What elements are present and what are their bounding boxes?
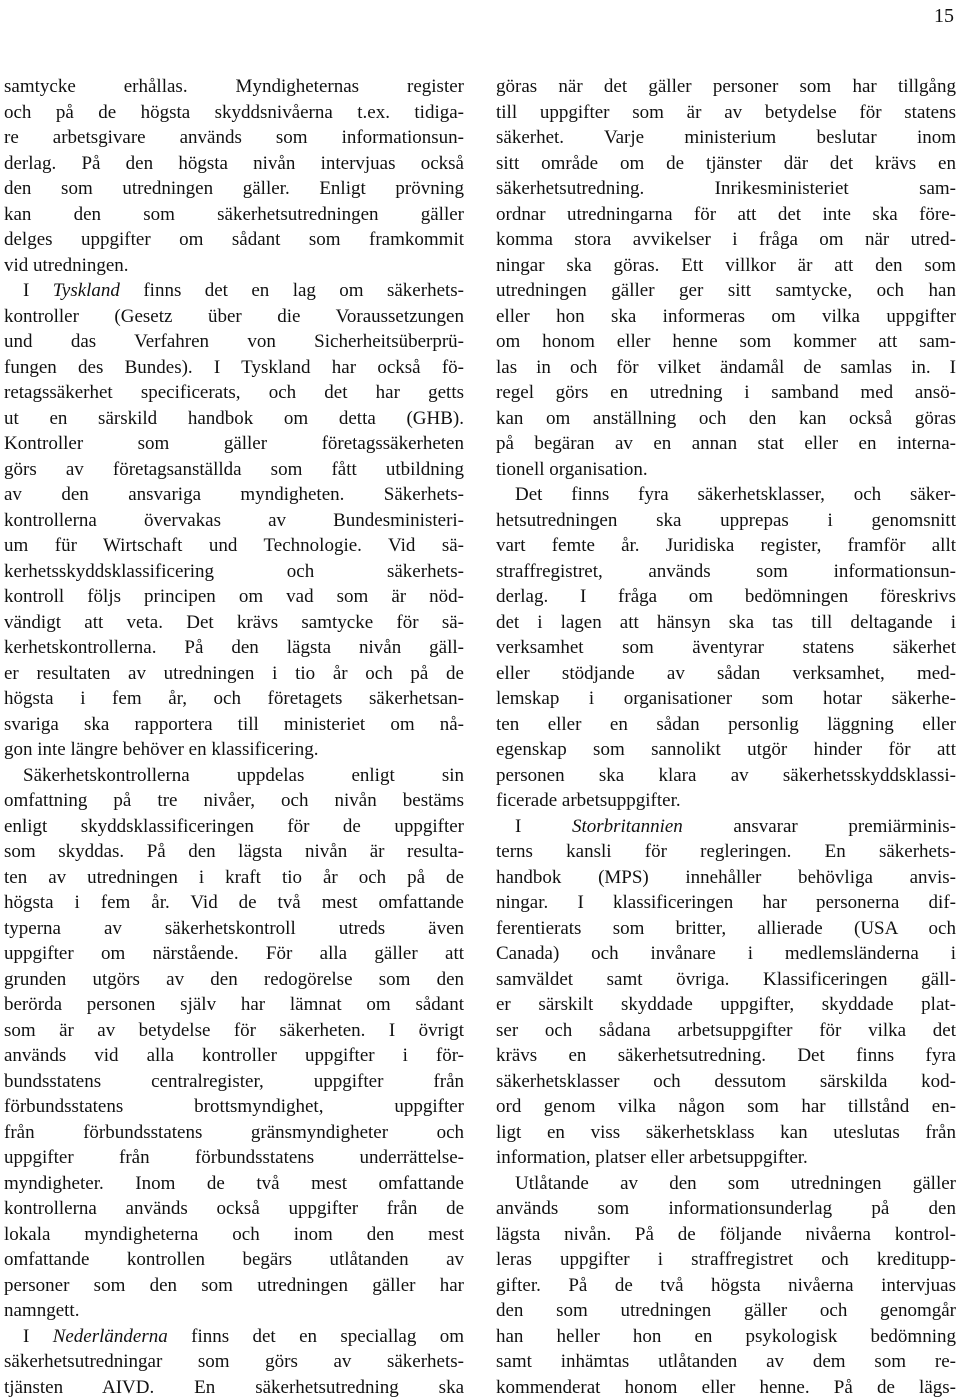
text-line: ficerade arbetsuppgifter.: [496, 788, 956, 814]
text-line: svariga ska rapportera till ministeriet om nå-: [4, 712, 464, 738]
text-line: Kontroller som gäller företagssäkerheten: [4, 431, 464, 457]
text-line: ut en särskild handbok om detta (GHB).: [4, 406, 464, 432]
text-line: sitt område om de tjänster där det krävs en: [496, 151, 956, 177]
text-line: som skyddas. På den lägsta nivån är resulta-: [4, 839, 464, 865]
text-line: las in och för vilket ändamål de samlas in. I: [496, 355, 956, 381]
text-line: Utlåtande av den som utredningen gäller: [496, 1171, 956, 1197]
text-line: eller stödjande av sådan verksamhet, med-: [496, 661, 956, 687]
text-line: görs av företagsanställda som fått utbildning: [4, 457, 464, 483]
text-line: grunden utgörs av den redogörelse som den: [4, 967, 464, 993]
text-run: finns det en lag om säkerhets-: [120, 280, 464, 301]
text-line: delges uppgifter om sådant som framkommit: [4, 227, 464, 253]
text-line: säkerhetsutredningar som görs av säkerhets-: [4, 1349, 464, 1375]
page-number: 15: [934, 4, 954, 28]
text-line: om honom eller henne som kommer att sam-: [496, 329, 956, 355]
text-line: ningar. I klassificeringen har personerna dif-: [496, 890, 956, 916]
text-line: som är av betydelse för säkerheten. I övrigt: [4, 1018, 464, 1044]
text-line: re arbetsgivare används som informationsun-: [4, 125, 464, 151]
text-line: omfattande kontrollen begärs utlåtanden av: [4, 1247, 464, 1273]
text-line: tjänsten AIVD. En säkerhetsutredning ska: [4, 1375, 464, 1400]
text-line: enligt skyddsklassificeringen för de uppgifter: [4, 814, 464, 840]
text-line: straffregistret, används som informationsun-: [496, 559, 956, 585]
text-line: bundsstatens centralregister, uppgifter från: [4, 1069, 464, 1095]
text-line: uppgifter från förbundsstatens underrättelse-: [4, 1145, 464, 1171]
text-line: förbundsstatens brottsmyndighet, uppgifter: [4, 1094, 464, 1120]
text-line: och på de högsta skyddsnivåerna t.ex. tidiga-: [4, 100, 464, 126]
text-line: ligt en viss säkerhetsklass kan uteslutas från: [496, 1120, 956, 1146]
text-line: kontrollerna övervakas av Bundesministeri-: [4, 508, 464, 534]
text-line: ordnar utredningarna för att det inte ska före-: [496, 202, 956, 228]
text-line: er särskilt skyddade uppgifter, skyddade plat-: [496, 992, 956, 1018]
text-line: krävs en säkerhetsutredning. Det finns fyra: [496, 1043, 956, 1069]
text-line: komma stora avvikelser i fråga om när utred-: [496, 227, 956, 253]
text-line: säkerhetsklasser och dessutom särskilda kod-: [496, 1069, 956, 1095]
text-line: derlag. I fråga om bedömningen föreskrivs: [496, 584, 956, 610]
text-line: derlag. På den högsta nivån intervjuas också: [4, 151, 464, 177]
text-line: av den ansvariga myndigheten. Säkerhets-: [4, 482, 464, 508]
text-line: eller hon ska informeras om vilka uppgifter: [496, 304, 956, 330]
text-line: kontroller (Gesetz über die Voraussetzungen: [4, 304, 464, 330]
text-line: ser och sådana arbetsuppgifter för vilka det: [496, 1018, 956, 1044]
text-line: ningar ska göras. Ett villkor är att den som: [496, 253, 956, 279]
text-line: samt inhämtas utlåtanden av dem som re-: [496, 1349, 956, 1375]
text-run: I: [23, 1326, 53, 1347]
text-line: vid utredningen.: [4, 253, 464, 279]
text-line: fungen des Bundes). I Tyskland har också fö-: [4, 355, 464, 381]
text-line: handbok (MPS) innehåller behövliga anvis-: [496, 865, 956, 891]
country-name-italic: Storbritannien: [572, 816, 683, 837]
text-line: vart femte år. Juridiska register, framför allt: [496, 533, 956, 559]
text-line: um für Wirtschaft und Technologie. Vid sä-: [4, 533, 464, 559]
text-line: kan om anställning och den kan också göras: [496, 406, 956, 432]
text-line: används som informationsunderlag på den: [496, 1196, 956, 1222]
text-line: högsta i fem år, och företagets säkerhetsan-: [4, 686, 464, 712]
text-line: egenskap som sannolikt utgör hinder för att: [496, 737, 956, 763]
text-line: berörda personen själv har lämnat om sådant: [4, 992, 464, 1018]
text-line: er resultaten av utredningen i tio år och på de: [4, 661, 464, 687]
text-line: hetsutredningen ska upprepas i genomsnitt: [496, 508, 956, 534]
text-line: lägsta nivån. På de följande nivåerna kontrol-: [496, 1222, 956, 1248]
text-line: säkerhet. Varje ministerium beslutar inom: [496, 125, 956, 151]
text-run: finns det en speciallag om: [168, 1326, 464, 1347]
text-line: säkerhetsutredning. Inrikesministeriet sam-: [496, 176, 956, 202]
text-line: regel görs en utredning i samband med ansö-: [496, 380, 956, 406]
text-line: gifter. På de två högsta nivåerna intervjuas: [496, 1273, 956, 1299]
text-line: samtycke erhållas. Myndigheternas register: [4, 74, 464, 100]
text-line: ten av utredningen i kraft tio år och på de: [4, 865, 464, 891]
text-line: gon inte längre behöver en klassificering.: [4, 737, 464, 763]
text-line: myndigheter. Inom de två mest omfattande: [4, 1171, 464, 1197]
text-line: tionell organisation.: [496, 457, 956, 483]
text-line: högsta i fem år. Vid de två mest omfattande: [4, 890, 464, 916]
text-line: vändigt att veta. Det krävs samtycke för sä-: [4, 610, 464, 636]
text-line: ten eller en sådan personlig läggning eller: [496, 712, 956, 738]
text-line: Det finns fyra säkerhetsklasser, och säker-: [496, 482, 956, 508]
text-line: [4, 278, 464, 304]
text-line: kerhetskontrollerna. På den lägsta nivån gäll-: [4, 635, 464, 661]
text-line: und das Verfahren von Sicherheitsüberprü-: [4, 329, 464, 355]
text-line: personen ska klara av säkerhetsskyddsklassi-: [496, 763, 956, 789]
country-name-italic: Nederländerna: [53, 1326, 168, 1347]
text-line: lemskap i organisationer som hotar säkerhe-: [496, 686, 956, 712]
text-line: utredningen gäller ger sitt samtycke, och han: [496, 278, 956, 304]
text-run: I: [23, 280, 53, 301]
text-line: information, platser eller arbetsuppgifter.: [496, 1145, 956, 1171]
text-line: namngett.: [4, 1298, 464, 1324]
text-line: han heller hon en psykologisk bedömning: [496, 1324, 956, 1350]
text-line: kerhetsskyddsklassificering och säkerhets-: [4, 559, 464, 585]
text-line: det i lagen att hänsyn ska tas till deltagande i: [496, 610, 956, 636]
text-line: omfattning på tre nivåer, och nivån bestäms: [4, 788, 464, 814]
text-line: kommenderat honom eller henne. På de lägs-: [496, 1375, 956, 1400]
text-line: från förbundsstatens gränsmyndigheter och: [4, 1120, 464, 1146]
text-line: samväldet samt övriga. Klassificeringen gäll-: [496, 967, 956, 993]
text-line: kontroll följs principen om vad som är nöd-: [4, 584, 464, 610]
text-line: retagssäkerhet specificerats, och det har getts: [4, 380, 464, 406]
text-line: personer som den som utredningen gäller har: [4, 1273, 464, 1299]
right-column: [496, 74, 956, 1400]
text-line: den som utredningen gäller och genomgår: [496, 1298, 956, 1324]
text-line: den som utredningen gäller. Enligt prövning: [4, 176, 464, 202]
text-line: på begäran av en annan stat eller en interna-: [496, 431, 956, 457]
text-line: terns kansli för regleringen. En säkerhets-: [496, 839, 956, 865]
text-line: [496, 814, 956, 840]
text-line: leras uppgifter i straffregistret och kreditupp-: [496, 1247, 956, 1273]
text-line: typerna av säkerhetskontroll utreds även: [4, 916, 464, 942]
text-line: Canada) och invånare i medlemsländerna i: [496, 941, 956, 967]
left-column: [4, 74, 464, 1400]
text-line: används vid alla kontroller uppgifter i för-: [4, 1043, 464, 1069]
country-name-italic: Tyskland: [53, 280, 120, 301]
text-line: ferentierats som britter, allierade (USA och: [496, 916, 956, 942]
text-line: [4, 1324, 464, 1350]
text-run: I: [515, 816, 572, 837]
text-line: kontrollerna används också uppgifter från de: [4, 1196, 464, 1222]
text-line: till uppgifter som är av betydelse för statens: [496, 100, 956, 126]
text-line: lokala myndigheterna och inom den mest: [4, 1222, 464, 1248]
text-line: Säkerhetskontrollerna uppdelas enligt sin: [4, 763, 464, 789]
text-line: uppgifter om närstående. För alla gäller att: [4, 941, 464, 967]
text-line: ord genom vilka någon som har tillstånd en-: [496, 1094, 956, 1120]
text-line: verksamhet som äventyrar statens säkerhet: [496, 635, 956, 661]
text-run: ansvarar premiärminis-: [683, 816, 956, 837]
text-line: kan den som säkerhetsutredningen gäller: [4, 202, 464, 228]
text-line: göras när det gäller personer som har tillgång: [496, 74, 956, 100]
